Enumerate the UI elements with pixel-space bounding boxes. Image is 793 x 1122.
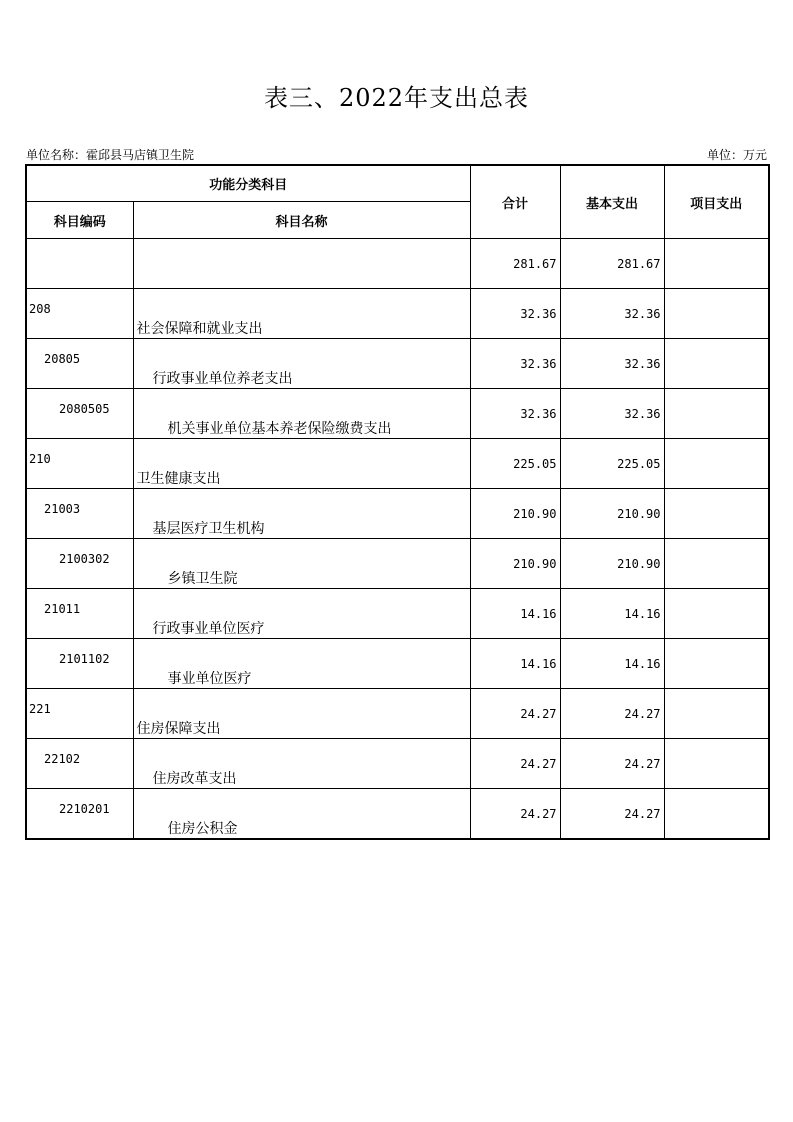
- row-name: 住房保障支出: [136, 721, 221, 737]
- header-category: 功能分类科目: [26, 165, 470, 202]
- unit-name-label: 单位名称：霍邱县马店镇卫生院: [26, 148, 195, 162]
- row-basic: 14.16: [560, 639, 664, 689]
- row-project: [664, 339, 769, 389]
- unit-label: 单位：万元: [706, 148, 767, 162]
- row-code: 208: [29, 302, 51, 316]
- row-code: 2080505: [59, 402, 110, 416]
- row-name-cell: [133, 539, 470, 589]
- table-row: [26, 339, 769, 389]
- row-code-cell: [26, 789, 133, 840]
- page-title: 表三、2022年支出总表: [263, 84, 530, 112]
- row-name: 社会保障和就业支出: [136, 321, 263, 337]
- row-project: [664, 389, 769, 439]
- table-row: [26, 639, 769, 689]
- table-row: [26, 539, 769, 589]
- row-total: 32.36: [470, 289, 560, 339]
- header-basic: 基本支出: [560, 165, 664, 239]
- row-total: 225.05: [470, 439, 560, 489]
- row-code-cell: [26, 539, 133, 589]
- row-name: 乡镇卫生院: [167, 571, 238, 587]
- expenditure-table: [25, 164, 770, 840]
- row-project: [664, 739, 769, 789]
- table-row: [26, 439, 769, 489]
- row-name: 基层医疗卫生机构: [152, 521, 265, 537]
- row-total: 210.90: [470, 489, 560, 539]
- row-total: 24.27: [470, 789, 560, 840]
- table-row: [26, 589, 769, 639]
- table-row: [26, 239, 769, 289]
- row-name: 机关事业单位基本养老保险缴费支出: [167, 421, 392, 437]
- row-basic: 14.16: [560, 589, 664, 639]
- header-total: 合计: [470, 165, 560, 239]
- header-code: 科目编码: [26, 202, 133, 239]
- row-basic: 24.27: [560, 739, 664, 789]
- row-code-cell: [26, 389, 133, 439]
- row-basic: 32.36: [560, 339, 664, 389]
- row-total: 32.36: [470, 389, 560, 439]
- header-project: 项目支出: [664, 165, 769, 239]
- row-basic: 32.36: [560, 289, 664, 339]
- row-basic: 281.67: [560, 239, 664, 289]
- row-name: 事业单位医疗: [167, 671, 252, 687]
- row-basic: 210.90: [560, 489, 664, 539]
- row-code-cell: [26, 589, 133, 639]
- row-project: [664, 689, 769, 739]
- row-name-cell: [133, 289, 470, 339]
- row-code-cell: [26, 289, 133, 339]
- table-row: [26, 489, 769, 539]
- row-total: 210.90: [470, 539, 560, 589]
- table-row: [26, 739, 769, 789]
- table-row: [26, 689, 769, 739]
- row-project: [664, 489, 769, 539]
- row-name-cell: [133, 789, 470, 840]
- row-code: 2210201: [59, 802, 110, 816]
- row-total: 32.36: [470, 339, 560, 389]
- row-project: [664, 539, 769, 589]
- row-basic: 24.27: [560, 789, 664, 840]
- row-code: 2101102: [59, 652, 110, 666]
- row-name-cell: [133, 239, 470, 289]
- row-basic: 225.05: [560, 439, 664, 489]
- table-row: [26, 289, 769, 339]
- row-basic: 32.36: [560, 389, 664, 439]
- row-code-cell: [26, 339, 133, 389]
- row-code-cell: [26, 239, 133, 289]
- row-code-cell: [26, 489, 133, 539]
- row-name-cell: [133, 589, 470, 639]
- row-project: [664, 589, 769, 639]
- row-code-cell: [26, 639, 133, 689]
- row-total: 14.16: [470, 589, 560, 639]
- row-code-cell: [26, 739, 133, 789]
- table-row: [26, 789, 769, 840]
- row-name-cell: [133, 489, 470, 539]
- row-name: 卫生健康支出: [136, 471, 221, 487]
- row-name-cell: [133, 639, 470, 689]
- row-name-cell: [133, 439, 470, 489]
- row-total: 24.27: [470, 689, 560, 739]
- row-code: 2100302: [59, 552, 110, 566]
- row-code: 221: [29, 702, 51, 716]
- row-project: [664, 789, 769, 840]
- row-project: [664, 439, 769, 489]
- row-name-cell: [133, 339, 470, 389]
- row-name-cell: [133, 689, 470, 739]
- row-code: 22102: [44, 752, 81, 766]
- row-project: [664, 639, 769, 689]
- row-name: 住房公积金: [167, 821, 238, 837]
- row-basic: 24.27: [560, 689, 664, 739]
- row-code: 20805: [44, 352, 81, 366]
- header-name: 科目名称: [133, 202, 470, 239]
- row-total: 281.67: [470, 239, 560, 289]
- row-code-cell: [26, 439, 133, 489]
- row-total: 24.27: [470, 739, 560, 789]
- row-name-cell: [133, 389, 470, 439]
- row-name-cell: [133, 739, 470, 789]
- row-name: 住房改革支出: [152, 771, 237, 787]
- row-basic: 210.90: [560, 539, 664, 589]
- row-code: 21003: [44, 502, 81, 516]
- row-code: 21011: [44, 602, 81, 616]
- row-project: [664, 289, 769, 339]
- row-code-cell: [26, 689, 133, 739]
- row-name: 行政事业单位养老支出: [152, 371, 293, 387]
- row-total: 14.16: [470, 639, 560, 689]
- row-name: 行政事业单位医疗: [152, 621, 265, 637]
- table-row: [26, 389, 769, 439]
- row-code: 210: [29, 452, 51, 466]
- row-project: [664, 239, 769, 289]
